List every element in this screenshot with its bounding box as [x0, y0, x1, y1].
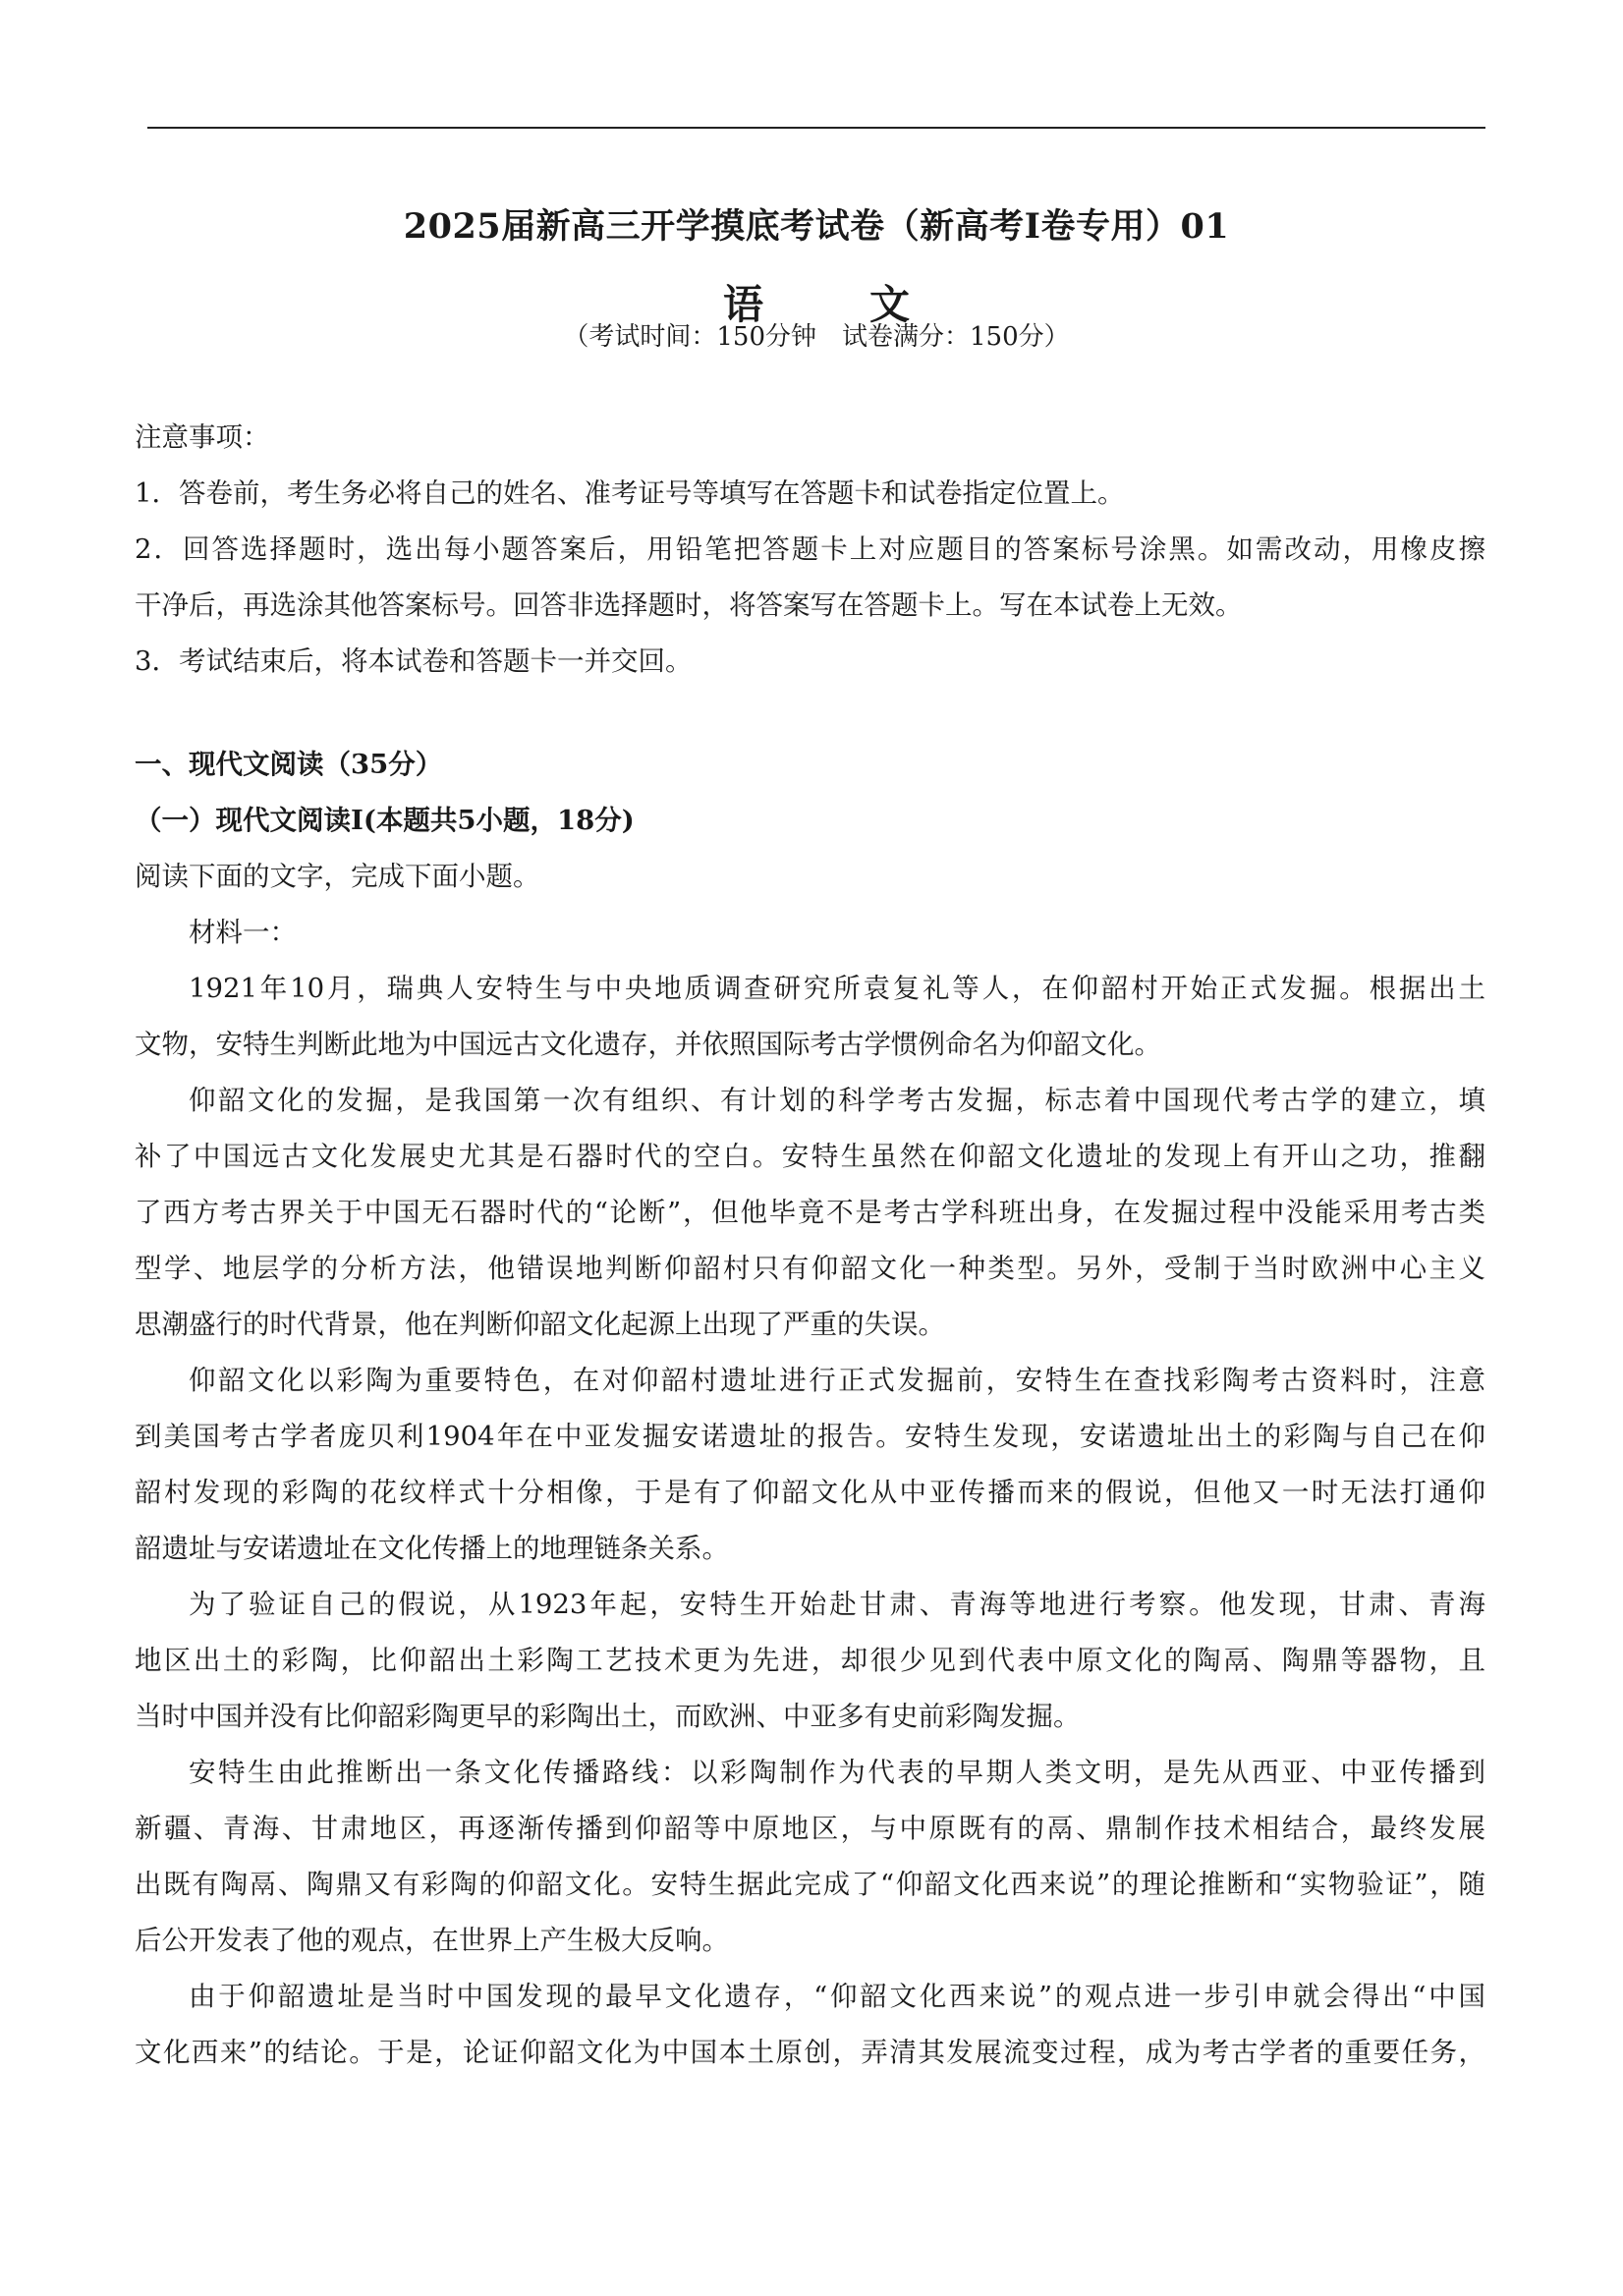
- passage-line: 当时中国并没有比仰韶彩陶更早的彩陶出土，而欧洲、中亚多有史前彩陶发掘。: [135, 1701, 1081, 1732]
- passage-line: 仰韶文化以彩陶为重要特色，在对仰韶村遗址进行正式发掘前，安特生在查找彩陶考古资料时，注意: [189, 1365, 1485, 1396]
- passage-line: 到美国考古学者庞贝利1904年在中亚发掘安诺遗址的报告。安特生发现，安诺遗址出土的彩陶与自己在仰: [135, 1421, 1485, 1452]
- passage-line: 1921年10月，瑞典人安特生与中央地质调查研究所袁复礼等人，在仰韶村开始正式发掘。根据出土: [189, 973, 1485, 1004]
- subject-char-2: 文: [869, 281, 910, 328]
- passage-line: 思潮盛行的时代背景，他在判断仰韶文化起源上出现了严重的失误。: [135, 1309, 945, 1340]
- passage-line: 地区出土的彩陶，比仰韶出土彩陶工艺技术更为先进，却很少见到代表中原文化的陶鬲、陶鼎等器物，且: [135, 1645, 1485, 1676]
- subject-char-1: 语: [723, 281, 763, 328]
- notices-block: [135, 410, 1485, 690]
- top-rule: [147, 127, 1485, 129]
- section-instruction: 阅读下面的文字，完成下面小题。: [135, 861, 540, 892]
- exam-info: （考试时间：150分钟 试卷满分：150分）: [563, 322, 1070, 352]
- reading-section: [135, 737, 1485, 2081]
- passage-line: 韶村发现的彩陶的花纹样式十分相像，于是有了仰韶文化从中亚传播而来的假说，但他又一时无法打通仰: [135, 1477, 1485, 1508]
- passage-line: 了西方考古界关于中国无石器时代的“论断”，但他毕竟不是考古学科班出身，在发掘过程中没能采用考古类: [135, 1197, 1485, 1228]
- passage-line: 韶遗址与安诺遗址在文化传播上的地理链条关系。: [135, 1533, 729, 1564]
- section-heading: 一、现代文阅读（35分）: [135, 749, 443, 780]
- passage-line: 文物，安特生判断此地为中国远古文化遗存，并依照国际考古学惯例命名为仰韶文化。: [135, 1029, 1161, 1060]
- notice-item-1: 1．答卷前，考生务必将自己的姓名、准考证号等填写在答题卡和试卷指定位置上。: [135, 477, 1125, 509]
- passage-line: 为了验证自己的假说，从1923年起，安特生开始赴甘肃、青海等地进行考察。他发现，甘肃、青海: [189, 1589, 1485, 1620]
- passage-line: 新疆、青海、甘肃地区，再逐渐传播到仰韶等中原地区，与中原既有的鬲、鼎制作技术相结合，最终发展: [135, 1813, 1485, 1844]
- notice-item-2-line-2: 干净后，再选涂其他答案标号。回答非选择题时，将答案写在答题卡上。写在本试卷上无效。: [135, 589, 1243, 621]
- section-subheading: （一）现代文阅读Ⅰ(本题共5小题，18分): [135, 805, 635, 836]
- material-label: 材料一：: [189, 917, 297, 948]
- passage-line: 后公开发表了他的观点，在世界上产生极大反响。: [135, 1925, 729, 1956]
- passage-line: 仰韶文化的发掘，是我国第一次有组织、有计划的科学考古发掘，标志着中国现代考古学的建立，填: [189, 1085, 1485, 1116]
- passage-line: 文化西来”的结论。于是，论证仰韶文化为中国本土原创，弄清其发展流变过程，成为考古学者的重要任务，: [135, 2037, 1485, 2068]
- passage-line: 安特生由此推断出一条文化传播路线：以彩陶制作为代表的早期人类文明，是先从西亚、中亚传播到: [189, 1757, 1485, 1788]
- exam-title: 2025届新高三开学摸底考试卷（新高考Ⅰ卷专用）01: [403, 206, 1230, 247]
- passage-line: 补了中国远古文化发展史尤其是石器时代的空白。安特生虽然在仰韶文化遗址的发现上有开山之功，推翻: [135, 1141, 1485, 1172]
- notices-heading: 注意事项：: [135, 421, 270, 453]
- passage-line: 出既有陶鬲、陶鼎又有彩陶的仰韶文化。安特生据此完成了“仰韶文化西来说”的理论推断和“实物验证”，随: [135, 1869, 1485, 1900]
- notice-item-3: 3．考试结束后，将本试卷和答题卡一并交回。: [135, 645, 693, 677]
- notice-item-2-line-1: 2．回答选择题时，选出每小题答案后，用铅笔把答题卡上对应题目的答案标号涂黑。如需改动，用橡皮擦: [135, 533, 1485, 565]
- passage-line: 型学、地层学的分析方法，他错误地判断仰韶村只有仰韶文化一种类型。另外，受制于当时欧洲中心主义: [135, 1253, 1485, 1284]
- passage-line: 由于仰韶遗址是当时中国发现的最早文化遗存，“仰韶文化西来说”的观点进一步引申就会得出“中国: [189, 1981, 1485, 2012]
- passage-text: [135, 961, 1485, 2081]
